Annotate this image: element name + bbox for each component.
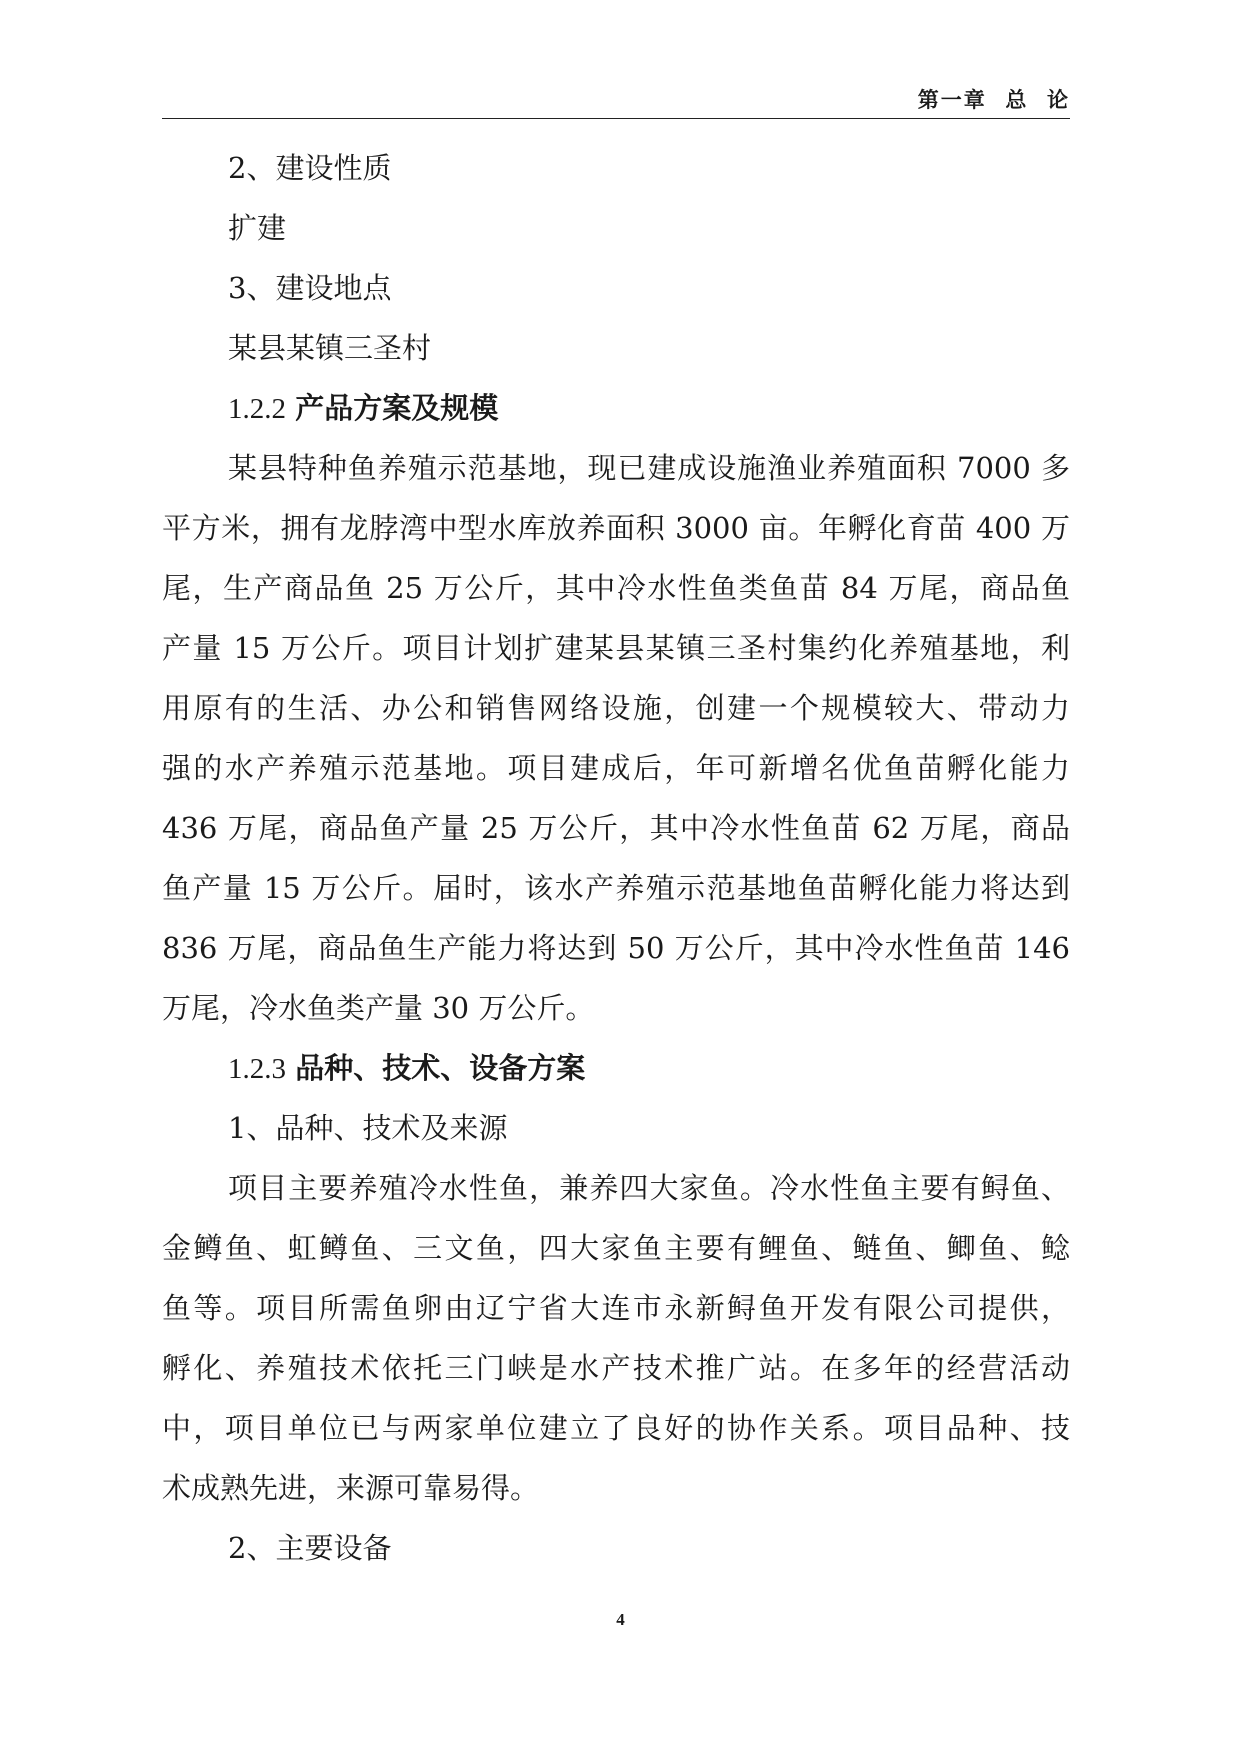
section-number: 1.2.2 [228, 393, 286, 425]
section-number: 1.2.3 [228, 1053, 286, 1085]
paragraph-line: 万尾，冷水鱼类产量 30 万公斤。 [162, 991, 595, 1025]
sub2-heading: 2、主要设备 [228, 1531, 392, 1565]
page-number: 4 [616, 1610, 625, 1629]
paragraph-line: 鱼等。项目所需鱼卵由辽宁省大连市永新鲟鱼开发有限公司提供， [162, 1291, 1070, 1325]
paragraph-line: 中，项目单位已与两家单位建立了良好的协作关系。项目品种、技 [162, 1411, 1070, 1445]
section-122-paragraph [162, 438, 1070, 1038]
paragraph-line: 某县特种鱼养殖示范基地，现已建成设施渔业养殖面积 7000 多 [228, 451, 1070, 485]
paragraph-line: 尾，生产商品鱼 25 万公斤，其中冷水性鱼类鱼苗 84 万尾，商品鱼 [162, 571, 1070, 605]
paragraph-line: 436 万尾，商品鱼产量 25 万公斤，其中冷水性鱼苗 62 万尾，商品 [162, 811, 1070, 845]
paragraph-line: 金鳟鱼、虹鳟鱼、三文鱼，四大家鱼主要有鲤鱼、鲢鱼、鲫鱼、鲶 [162, 1231, 1070, 1265]
section-title: 产品方案及规模 [295, 391, 499, 425]
paragraph-line: 项目主要养殖冷水性鱼，兼养四大家鱼。冷水性鱼主要有鲟鱼、 [228, 1171, 1070, 1205]
item2-heading: 2、建设性质 [228, 151, 392, 185]
section-123-paragraph [162, 1158, 1070, 1518]
paragraph-line: 产量 15 万公斤。项目计划扩建某县某镇三圣村集约化养殖基地，利 [162, 631, 1070, 665]
paragraph-line: 平方米，拥有龙脖湾中型水库放养面积 3000 亩。年孵化育苗 400 万 [162, 511, 1070, 545]
page-header [162, 84, 1070, 119]
paragraph-line: 鱼产量 15 万公斤。届时，该水产养殖示范基地鱼苗孵化能力将达到 [162, 871, 1070, 905]
page-body [162, 138, 1070, 1578]
item3-heading: 3、建设地点 [228, 271, 392, 305]
section-122-heading [162, 378, 1070, 438]
paragraph-line: 用原有的生活、办公和销售网络设施，创建一个规模较大、带动力 [162, 691, 1070, 725]
sub1-heading: 1、品种、技术及来源 [228, 1111, 508, 1145]
section-123-heading [162, 1038, 1070, 1098]
paragraph-line: 836 万尾，商品鱼生产能力将达到 50 万公斤，其中冷水性鱼苗 146 [162, 931, 1070, 965]
paragraph-line: 术成熟先进，来源可靠易得。 [162, 1471, 540, 1505]
chapter-title: 第一章 总 论 [917, 88, 1070, 112]
paragraph-line: 孵化、养殖技术依托三门峡是水产技术推广站。在多年的经营活动 [162, 1351, 1070, 1385]
section-title: 品种、技术、设备方案 [295, 1051, 586, 1085]
paragraph-line: 强的水产养殖示范基地。项目建成后，年可新增名优鱼苗孵化能力 [162, 751, 1070, 785]
item3-value: 某县某镇三圣村 [228, 331, 432, 365]
item2-value: 扩建 [228, 211, 287, 245]
